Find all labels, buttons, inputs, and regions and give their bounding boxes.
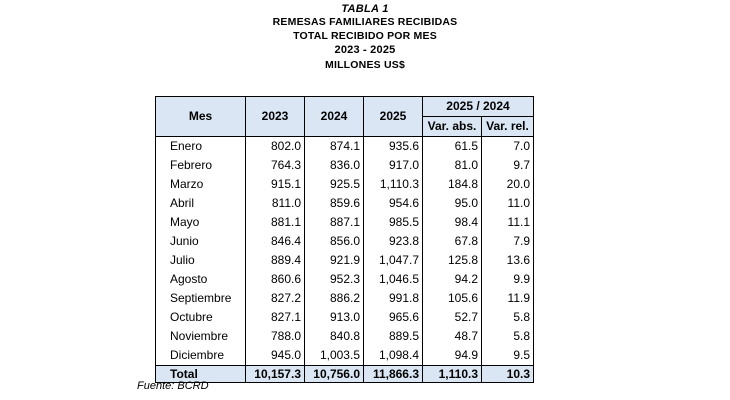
col-header-group-var: 2025 / 2024: [423, 97, 534, 117]
var-abs: 94.9: [423, 346, 482, 366]
table-row: [156, 308, 534, 327]
value-2025: 1,098.4: [364, 346, 423, 366]
value-2025: 923.8: [364, 232, 423, 251]
value-2025: 991.8: [364, 289, 423, 308]
value-2024: 859.6: [305, 194, 364, 213]
table-title: REMESAS FAMILIARES RECIBIDAS: [272, 16, 458, 28]
month-name: Octubre: [170, 310, 213, 324]
var-abs: 94.2: [423, 270, 482, 289]
month-name: Febrero: [170, 158, 213, 172]
total-2023: 10,157.3: [246, 366, 305, 383]
value-2025: 954.6: [364, 194, 423, 213]
source-note: Fuente: BCRD: [137, 380, 209, 392]
var-abs: 81.0: [423, 156, 482, 175]
var-abs: 184.8: [423, 175, 482, 194]
value-2023: 811.0: [246, 194, 305, 213]
value-2024: 1,003.5: [305, 346, 364, 366]
value-2025: 1,047.7: [364, 251, 423, 270]
table-row: [156, 156, 534, 175]
table-body: [156, 137, 534, 366]
value-2023: 827.1: [246, 308, 305, 327]
total-var-abs: 1,110.3: [423, 366, 482, 383]
value-2024: 856.0: [305, 232, 364, 251]
value-2025: 889.5: [364, 327, 423, 346]
table-row: [156, 270, 534, 289]
var-abs: 105.6: [423, 289, 482, 308]
table-row: [156, 194, 534, 213]
var-abs: 61.5: [423, 137, 482, 157]
value-2025: 935.6: [364, 137, 423, 157]
value-2024: 874.1: [305, 137, 364, 157]
value-2024: 886.2: [305, 289, 364, 308]
value-2023: 827.2: [246, 289, 305, 308]
value-2024: 952.3: [305, 270, 364, 289]
value-2023: 945.0: [246, 346, 305, 366]
table-row: [156, 346, 534, 366]
value-2025: 965.6: [364, 308, 423, 327]
col-header-var-abs: Var. abs.: [423, 117, 482, 137]
month-name: Noviembre: [170, 329, 229, 343]
value-2023: 915.1: [246, 175, 305, 194]
var-abs: 125.8: [423, 251, 482, 270]
table-row: [156, 327, 534, 346]
month-name: Agosto: [170, 272, 208, 286]
total-var-rel: 10.3: [482, 366, 534, 383]
table-row: [156, 213, 534, 232]
total-2024: 10,756.0: [305, 366, 364, 383]
var-abs: 48.7: [423, 327, 482, 346]
value-2024: 887.1: [305, 213, 364, 232]
month-name: Junio: [170, 234, 199, 248]
col-header-2023: 2023: [246, 97, 305, 137]
month-name: Marzo: [170, 177, 204, 191]
month-name: Diciembre: [170, 348, 225, 362]
value-2024: 925.5: [305, 175, 364, 194]
table-row: [156, 232, 534, 251]
var-rel: 11.0: [482, 194, 534, 213]
col-header-2025: 2025: [364, 97, 423, 137]
var-abs: 98.4: [423, 213, 482, 232]
value-2023: 846.4: [246, 232, 305, 251]
var-rel: 5.8: [482, 308, 534, 327]
var-rel: 7.0: [482, 137, 534, 157]
value-2023: 764.3: [246, 156, 305, 175]
value-2025: 1,046.5: [364, 270, 423, 289]
var-rel: 9.9: [482, 270, 534, 289]
table-row: [156, 137, 534, 157]
var-rel: 7.9: [482, 232, 534, 251]
value-2024: 921.9: [305, 251, 364, 270]
value-2024: 840.8: [305, 327, 364, 346]
var-rel: 5.8: [482, 327, 534, 346]
table-row: [156, 251, 534, 270]
total-row: [156, 366, 534, 383]
var-rel: 9.7: [482, 156, 534, 175]
table-row: [156, 289, 534, 308]
var-rel: 11.9: [482, 289, 534, 308]
month-name: Julio: [170, 253, 195, 267]
var-rel: 9.5: [482, 346, 534, 366]
var-abs: 52.7: [423, 308, 482, 327]
value-2025: 1,110.3: [364, 175, 423, 194]
table-period: 2023 - 2025: [334, 44, 396, 56]
value-2023: 860.6: [246, 270, 305, 289]
value-2023: 788.0: [246, 327, 305, 346]
month-name: Mayo: [170, 215, 200, 229]
table-subtitle: TOTAL RECIBIDO POR MES: [293, 30, 437, 42]
total-label: Total: [156, 366, 246, 383]
value-2024: 836.0: [305, 156, 364, 175]
total-2025: 11,866.3: [364, 366, 423, 383]
table-units: MILLONES US$: [325, 59, 405, 71]
col-header-var-rel: Var. rel.: [482, 117, 534, 137]
var-abs: 95.0: [423, 194, 482, 213]
value-2023: 881.1: [246, 213, 305, 232]
var-rel: 11.1: [482, 213, 534, 232]
value-2025: 985.5: [364, 213, 423, 232]
month-name: Septiembre: [170, 291, 232, 305]
table-label: TABLA 1: [341, 3, 389, 15]
value-2025: 917.0: [364, 156, 423, 175]
value-2023: 802.0: [246, 137, 305, 157]
remittances-table: [155, 96, 534, 383]
value-2023: 889.4: [246, 251, 305, 270]
var-rel: 13.6: [482, 251, 534, 270]
month-name: Enero: [170, 139, 203, 153]
header-row-top: [156, 97, 534, 117]
table-row: [156, 175, 534, 194]
month-name: Abril: [170, 196, 195, 210]
col-header-2024: 2024: [305, 97, 364, 137]
value-2024: 913.0: [305, 308, 364, 327]
var-rel: 20.0: [482, 175, 534, 194]
var-abs: 67.8: [423, 232, 482, 251]
col-header-mes: Mes: [156, 97, 246, 137]
